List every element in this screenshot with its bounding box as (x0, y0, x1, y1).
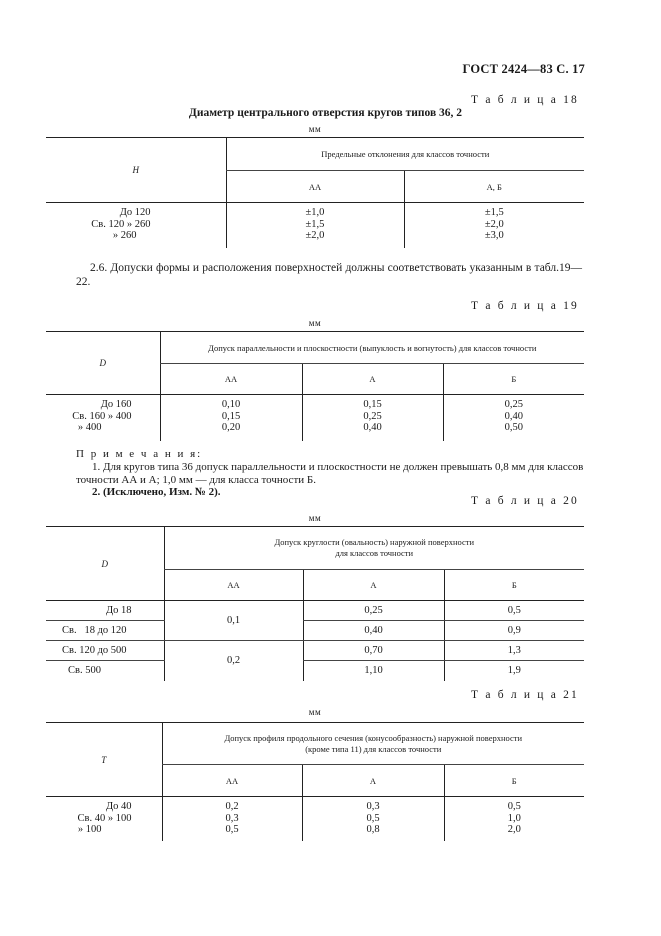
table21-col-a-values (302, 797, 444, 841)
table19-col-aa: АА (160, 364, 302, 395)
table20-stub: D (46, 527, 164, 601)
table20-row-label: Св. 18 до 120 (46, 621, 164, 641)
table19-col-aa-values (160, 395, 302, 441)
table20-aa-merged: 0,1 (164, 601, 303, 641)
table19-cell: 0,40 (363, 422, 382, 433)
table20-row-label: До 18 (46, 601, 164, 621)
table18-cell: ±1,5 (305, 218, 325, 230)
table19-group-header: Допуск параллельности и плоскостности (выпуклость и вогнутость) для классов точности (160, 332, 584, 364)
table21-unit: мм (308, 707, 322, 717)
table20-cell: 1,9 (444, 661, 584, 681)
table21-cell: 0,2 (225, 801, 239, 812)
table19-row-labels (46, 395, 160, 441)
table20-row-label: Св. 500 (68, 665, 101, 677)
note-1-line2: точности АА и А; 1,0 мм — для класса точности Б. (76, 474, 316, 486)
table18-col-aa: АА (226, 171, 404, 203)
table18-cell: ±2,0 (305, 230, 325, 241)
table20-cell: 0,25 (303, 601, 444, 621)
table19-col-b-values (443, 395, 584, 441)
table20-cell: 0,70 (303, 641, 444, 661)
table19-row-label: » 400 (77, 422, 102, 433)
page-header: ГОСТ 2424—83 С. 17 (462, 62, 585, 76)
table19-cell: 0,15 (363, 399, 382, 410)
notes-title: П р и м е ч а н и я: (76, 448, 203, 460)
table20-cell: 0,40 (303, 621, 444, 641)
table19-col-b: Б (443, 364, 584, 395)
table21-col-b-values (444, 797, 584, 841)
table19-col-a-values (302, 395, 443, 441)
table20-col-b: Б (444, 570, 584, 601)
table21-stub: T (46, 723, 162, 797)
table21-col-a: А (302, 765, 444, 797)
table20-group-header-line2: для классов точности (335, 548, 414, 558)
paragraph-2-6: 2.6. Допуски формы и расположения поверхностей должны соответствовать указанным в табл.19—22. (76, 262, 582, 288)
table20-aa-merged: 0,2 (164, 641, 303, 681)
table19-unit: мм (308, 318, 322, 328)
table21-cell: 0,5 (225, 824, 239, 835)
table21-group-header (162, 723, 584, 765)
table18-col-ab: А, Б (404, 171, 584, 203)
table21-group-header-line2: (кроме типа 11) для классов точности (305, 743, 442, 754)
table18-cell: ±3,0 (484, 230, 504, 241)
table18-cell: ±2,0 (484, 218, 504, 230)
table19-row-label: Св. 160 » 400 (72, 410, 132, 422)
table18-row-label: » 260 (112, 230, 137, 241)
table21-row-label: Св. 40 » 100 (77, 812, 132, 824)
table21-cell: 0,3 (225, 812, 239, 824)
table21-cell: 0,3 (366, 801, 380, 812)
table21-group-header-line1: Допуск профиля продольного сечения (конусообразность) наружной поверхности (224, 732, 523, 743)
table19-row-label: До 160 (100, 399, 132, 410)
table18-row-labels (46, 203, 226, 248)
table20-col-a: А (303, 570, 444, 601)
table20 (46, 526, 584, 681)
table20-cell: 0,9 (444, 621, 584, 641)
table20-group-header-line1: Допуск круглости (овальность) наружной поверхности (274, 537, 475, 547)
table18-stub: H (46, 138, 226, 203)
table20-unit: мм (308, 513, 322, 523)
table21-row-label: » 100 (77, 824, 102, 835)
table20-group-header (164, 527, 584, 570)
table21-cell: 1,0 (507, 812, 521, 824)
table20-col-aa: АА (164, 570, 303, 601)
table20-cell: 1,3 (444, 641, 584, 661)
table18-label: Т а б л и ц а 18 (471, 94, 579, 106)
table20-cell: 1,10 (303, 661, 444, 681)
table21 (46, 722, 584, 841)
table21-row-labels (46, 797, 162, 841)
table21-cell: 2,0 (507, 824, 521, 835)
table19-label: Т а б л и ц а 19 (471, 300, 579, 312)
table21-cell: 0,5 (366, 812, 380, 824)
table20-cell: 0,5 (444, 601, 584, 621)
table21-col-aa-values (162, 797, 302, 841)
table18-group-header: Предельные отклонения для классов точности (226, 138, 584, 171)
table18-col-ab-values (404, 203, 584, 248)
table19-cell: 0,10 (221, 399, 241, 410)
table19-cell: 0,40 (504, 410, 523, 422)
table21-col-b: Б (444, 765, 584, 797)
table21-cell: 0,5 (507, 801, 521, 812)
table19-cell: 0,15 (221, 410, 241, 422)
table19 (46, 331, 584, 441)
table21-label: Т а б л и ц а 21 (471, 689, 579, 701)
note-2: 2. (Исключено, Изм. № 2). (92, 486, 221, 498)
table19-stub: D (46, 332, 160, 395)
table19-cell: 0,50 (504, 422, 523, 433)
table18-col-aa-values (226, 203, 404, 248)
table18-unit: мм (308, 124, 322, 134)
note-1-line1: 1. Для кругов типа 36 допуск параллельности и плоскостности не должен превышать 0,8 мм для классов (92, 461, 584, 473)
table18-cell: ±1,5 (484, 207, 504, 218)
table19-cell: 0,25 (504, 399, 523, 410)
table18 (46, 137, 584, 248)
table21-col-aa: АА (162, 765, 302, 797)
table18-cell: ±1,0 (305, 207, 325, 218)
table18-title: Диаметр центрального отверстия кругов типов 36, 2 (188, 107, 463, 119)
table20-row-label: Св. 120 до 500 (46, 641, 164, 661)
table20-label: Т а б л и ц а 20 (471, 495, 579, 507)
table19-cell: 0,25 (363, 410, 382, 422)
table19-cell: 0,20 (221, 422, 241, 433)
table18-row-label: Св. 120 » 260 (91, 218, 151, 230)
table21-row-label: До 40 (105, 801, 132, 812)
table21-cell: 0,8 (366, 824, 380, 835)
table18-row-label: До 120 (119, 207, 151, 218)
table19-col-a: А (302, 364, 443, 395)
